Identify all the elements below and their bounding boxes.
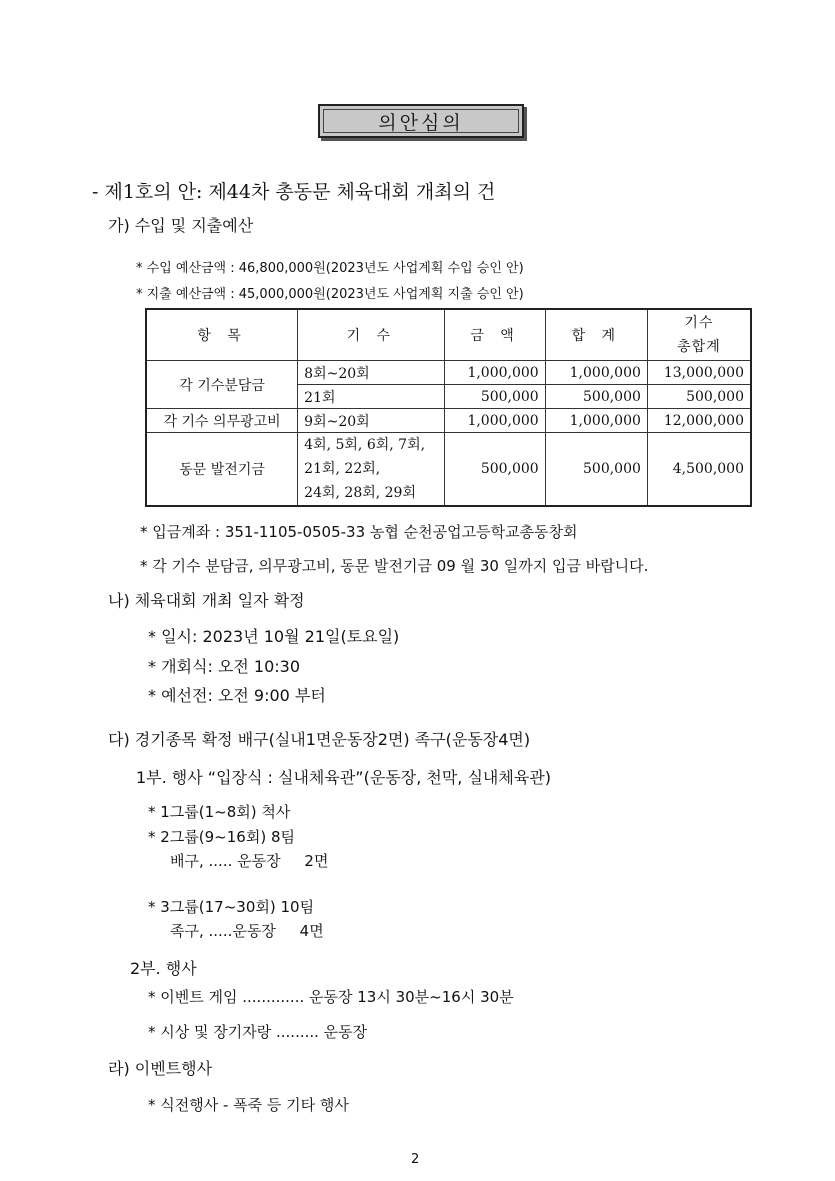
page-title: 의안심의 [378,111,464,134]
table-header-row [146,309,751,361]
header-total [647,309,751,361]
cell-gisu: 8회~20회 [298,361,445,385]
group-2-detail: 배구, ..... 운동장 2면 [170,852,329,870]
part1-heading: 1부. 행사 “입장식 : 실내체육관”(운동장, 천막, 실내체육관) [136,768,551,787]
cell-item: 각 기수 의무광고비 [146,409,298,433]
header-sum: 합 계 [545,309,647,361]
section-da-heading: 다) 경기종목 확정 배구(실내1면운동장2면) 족구(운동장4면) [108,730,531,749]
page-title-box [318,104,524,138]
header-gisu: 기 수 [298,309,445,361]
gisu-line: 24회, 28회, 29회 [304,485,416,501]
group-3-detail: 족구, .....운동장 4면 [170,922,324,940]
cell-amount: 1,000,000 [445,361,545,385]
cell-gisu: 9회~20회 [298,409,445,433]
cell-amount: 500,000 [445,385,545,409]
section-ra-heading: 라) 이벤트행사 [108,1059,213,1078]
award-ceremony: * 시상 및 장기자랑 ......... 운동장 [148,1023,368,1041]
cell-sum: 1,000,000 [545,409,647,433]
section-ga-heading: 가) 수입 및 지출예산 [108,216,254,235]
table-row [146,433,751,507]
header-total-line1: 기수 [684,315,714,331]
cell-sum: 500,000 [545,433,647,507]
expense-note: * 지출 예산금액 : 45,000,000원(2023년도 사업계획 지출 승인 안) [136,287,524,302]
group-1: * 1그룹(1~8회) 척사 [148,803,291,821]
cell-amount: 500,000 [445,433,545,507]
cell-gisu: 21회 [298,385,445,409]
cell-total: 4,500,000 [647,433,751,507]
group-2: * 2그룹(9~16회) 8팀 [148,828,295,846]
cell-item: 동문 발전기금 [146,433,298,507]
deadline-note: * 각 기수 분담금, 의무광고비, 동문 발전기금 09 월 30 일까지 입금 바랍니다. [140,557,649,575]
budget-table [145,308,752,507]
cell-total: 12,000,000 [647,409,751,433]
schedule-opening: * 개회식: 오전 10:30 [148,657,301,676]
income-note: * 수입 예산금액 : 46,800,000원(2023년도 사업계획 수입 승인 안) [136,261,524,276]
cell-item: 각 기수분담금 [146,361,298,409]
page-number: 2 [411,1152,420,1167]
cell-amount: 1,000,000 [445,409,545,433]
table-row [146,361,751,385]
cell-sum: 1,000,000 [545,361,647,385]
header-amount: 금 액 [445,309,545,361]
cell-total: 13,000,000 [647,361,751,385]
cell-total: 500,000 [647,385,751,409]
pre-event: * 식전행사 - 폭죽 등 기타 행사 [148,1096,349,1114]
part2-heading: 2부. 행사 [130,959,197,978]
schedule-date: * 일시: 2023년 10월 21일(토요일) [148,627,400,646]
cell-sum: 500,000 [545,385,647,409]
header-total-line2: 총합계 [677,339,721,355]
event-game: * 이벤트 게임 ............. 운동장 13시 30분~16시 30분 [148,988,514,1006]
table-row [146,409,751,433]
gisu-line: 4회, 5회, 6회, 7회, [304,437,426,453]
header-item: 항 목 [146,309,298,361]
title-inner-border [323,109,519,133]
cell-gisu-multi [298,433,445,507]
group-3: * 3그룹(17~30회) 10팀 [148,898,315,916]
gisu-line: 21회, 22회, [304,461,381,477]
account-note: * 입금계좌 : 351-1105-0505-33 농협 순천공업고등학교총동창회 [140,523,578,541]
schedule-prelim: * 예선전: 오전 9:00 부터 [148,686,326,705]
agenda-heading: - 제1호의 안: 제44차 총동문 체육대회 개최의 건 [92,181,496,203]
section-na-heading: 나) 체육대회 개최 일자 확정 [108,591,305,610]
